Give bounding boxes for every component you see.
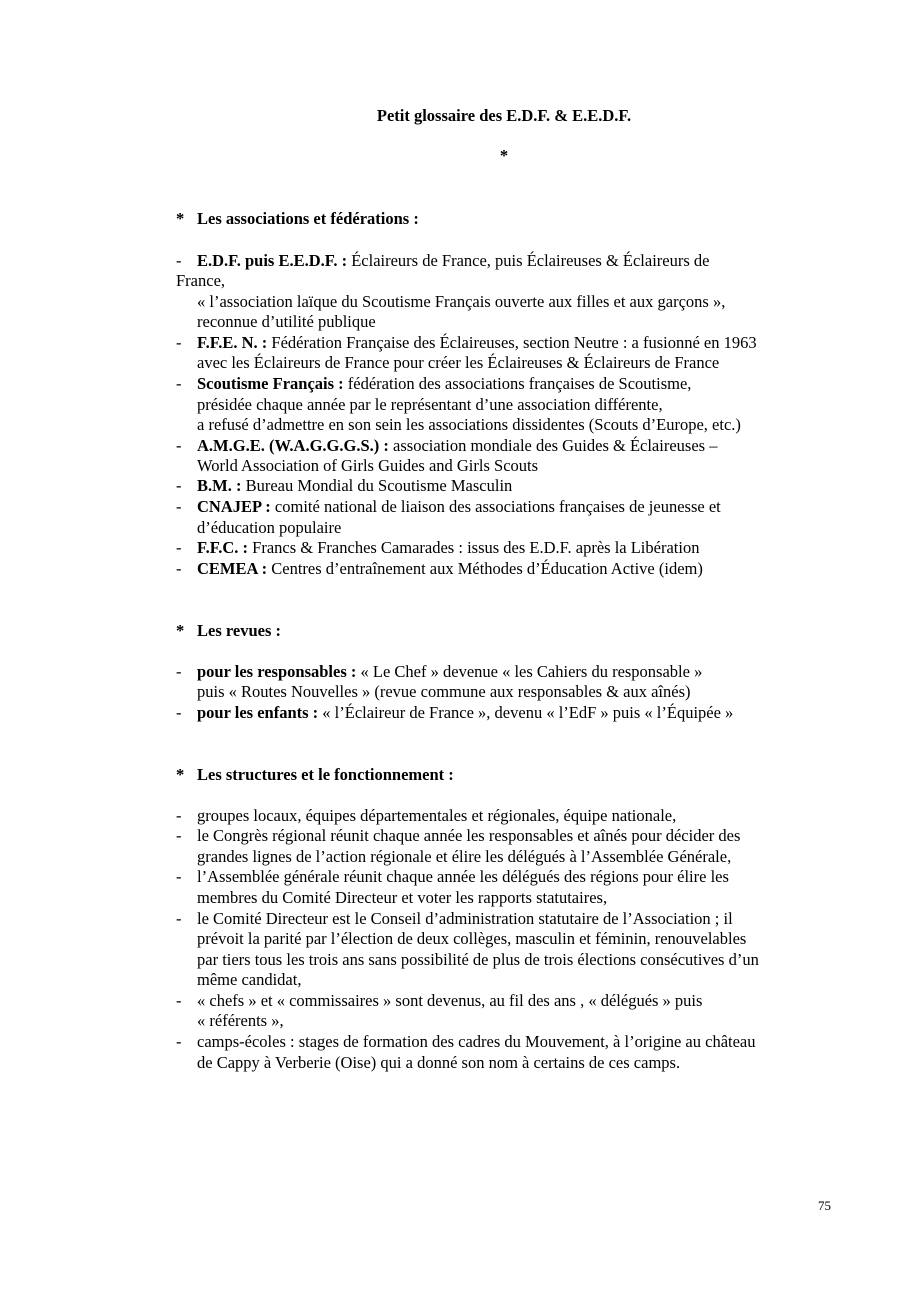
list-item: l’Assemblée générale réunit chaque année les délégués des régions pour élire les — [197, 867, 729, 886]
page-number: 75 — [818, 1198, 831, 1213]
definition-line: reconnue d’utilité publique — [197, 312, 376, 331]
glossary-term: pour les responsables : — [197, 662, 357, 681]
glossary-term: F.F.C. : — [197, 538, 249, 557]
list-item: le Congrès régional réunit chaque année les responsables et aînés pour décider des — [197, 826, 741, 845]
list-item — [197, 333, 757, 353]
list-marker: - — [176, 806, 182, 825]
definition-line: membres du Comité Directeur et voter les rapports statutaires, — [197, 888, 608, 907]
glossary-definition: « l’Éclaireur de France », devenu « l’EdF » puis « l’Équipée » — [318, 703, 734, 722]
section-bullet: * — [176, 621, 185, 640]
glossary-term: CNAJEP : — [197, 497, 271, 516]
list-item — [197, 703, 733, 723]
list-marker: - — [176, 476, 182, 495]
list-item: camps-écoles : stages de formation des cadres du Mouvement, à l’origine au château — [197, 1032, 756, 1051]
definition-line: avec les Éclaireurs de France pour créer les Éclaireuses & Éclaireurs de France — [197, 353, 720, 372]
list-marker: - — [176, 333, 182, 352]
definition-line: même candidat, — [197, 970, 302, 989]
list-marker: - — [176, 374, 182, 393]
glossary-term: B.M. : — [197, 476, 242, 495]
list-marker: - — [176, 1032, 182, 1051]
definition-line: « l’association laïque du Scoutisme Français ouverte aux filles et aux garçons », — [197, 292, 726, 311]
glossary-term: CEMEA : — [197, 559, 268, 578]
list-marker: - — [176, 497, 182, 516]
title-separator: * — [499, 146, 509, 165]
glossary-term: A.M.G.E. (W.A.G.G.G.S.) : — [197, 436, 389, 455]
glossary-definition: comité national de liaison des associations françaises de jeunesse et — [270, 497, 721, 516]
list-item — [197, 559, 703, 579]
glossary-term: pour les enfants : — [197, 703, 319, 722]
list-item: « chefs » et « commissaires » sont devenus, au fil des ans , « délégués » puis — [197, 991, 703, 1010]
list-item — [197, 436, 717, 456]
section-bullet: * — [176, 209, 185, 228]
list-item — [197, 374, 691, 394]
list-item — [197, 251, 709, 271]
list-item — [197, 662, 702, 682]
glossary-definition: Éclaireurs de France, puis Éclaireuses & Éclaireurs de — [347, 251, 710, 270]
glossary-definition: Bureau Mondial du Scoutisme Masculin — [241, 476, 513, 495]
page-title: Petit glossaire des E.D.F. & E.E.D.F. — [376, 106, 632, 125]
definition-line: prévoit la parité par l’élection de deux collèges, masculin et féminin, renouvelables — [197, 929, 747, 948]
definition-line: « référents », — [197, 1011, 284, 1030]
glossary-term: E.D.F. puis E.E.D.F. : — [197, 251, 348, 270]
definition-line: présidée chaque année par le représentant d’une association différente, — [197, 395, 663, 414]
section-heading-structures — [176, 765, 454, 785]
list-marker: - — [176, 251, 182, 270]
definition-line: France, — [176, 271, 226, 290]
glossary-term: F.F.E. N. : — [197, 333, 268, 352]
section-heading-text: Les revues : — [197, 621, 282, 640]
list-marker: - — [176, 867, 182, 886]
list-marker: - — [176, 909, 182, 928]
section-heading-text: Les structures et le fonctionnement : — [197, 765, 454, 784]
section-bullet: * — [176, 765, 185, 784]
list-item: groupes locaux, équipes départementales et régionales, équipe nationale, — [197, 806, 677, 825]
list-item — [197, 497, 721, 517]
section-heading-associations — [176, 209, 419, 229]
list-marker: - — [176, 436, 182, 455]
list-item — [197, 476, 512, 496]
definition-line: World Association of Girls Guides and Girls Scouts — [197, 456, 539, 475]
glossary-definition: Fédération Française des Éclaireuses, section Neutre : a fusionné en 1963 — [267, 333, 757, 352]
definition-line: puis « Routes Nouvelles » (revue commune aux responsables & aux aînés) — [197, 682, 691, 701]
list-marker: - — [176, 559, 182, 578]
section-heading-revues — [176, 621, 281, 641]
list-item: le Comité Directeur est le Conseil d’administration statutaire de l’Association ; il — [197, 909, 733, 928]
list-marker: - — [176, 826, 182, 845]
list-item — [197, 538, 699, 558]
definition-line: par tiers tous les trois ans sans possibilité de plus de trois élections consécutives d’un — [197, 950, 759, 969]
definition-line: grandes lignes de l’action régionale et élire les délégués à l’Assemblée Générale, — [197, 847, 732, 866]
section-heading-text: Les associations et fédérations : — [197, 209, 419, 228]
list-marker: - — [176, 538, 182, 557]
list-marker: - — [176, 662, 182, 681]
list-marker: - — [176, 703, 182, 722]
list-marker: - — [176, 991, 182, 1010]
glossary-definition: fédération des associations françaises de Scoutisme, — [343, 374, 692, 393]
definition-line: a refusé d’admettre en son sein les associations dissidentes (Scouts d’Europe, etc.) — [197, 415, 741, 434]
definition-line: d’éducation populaire — [197, 518, 342, 537]
glossary-definition: Centres d’entraînement aux Méthodes d’Éducation Active (idem) — [267, 559, 703, 578]
glossary-term: Scoutisme Français : — [197, 374, 344, 393]
glossary-definition: « Le Chef » devenue « les Cahiers du responsable » — [356, 662, 703, 681]
glossary-definition: Francs & Franches Camarades : issus des E.D.F. après la Libération — [248, 538, 700, 557]
glossary-definition: association mondiale des Guides & Éclaireuses – — [388, 436, 718, 455]
definition-line: de Cappy à Verberie (Oise) qui a donné son nom à certains de ces camps. — [197, 1053, 681, 1072]
